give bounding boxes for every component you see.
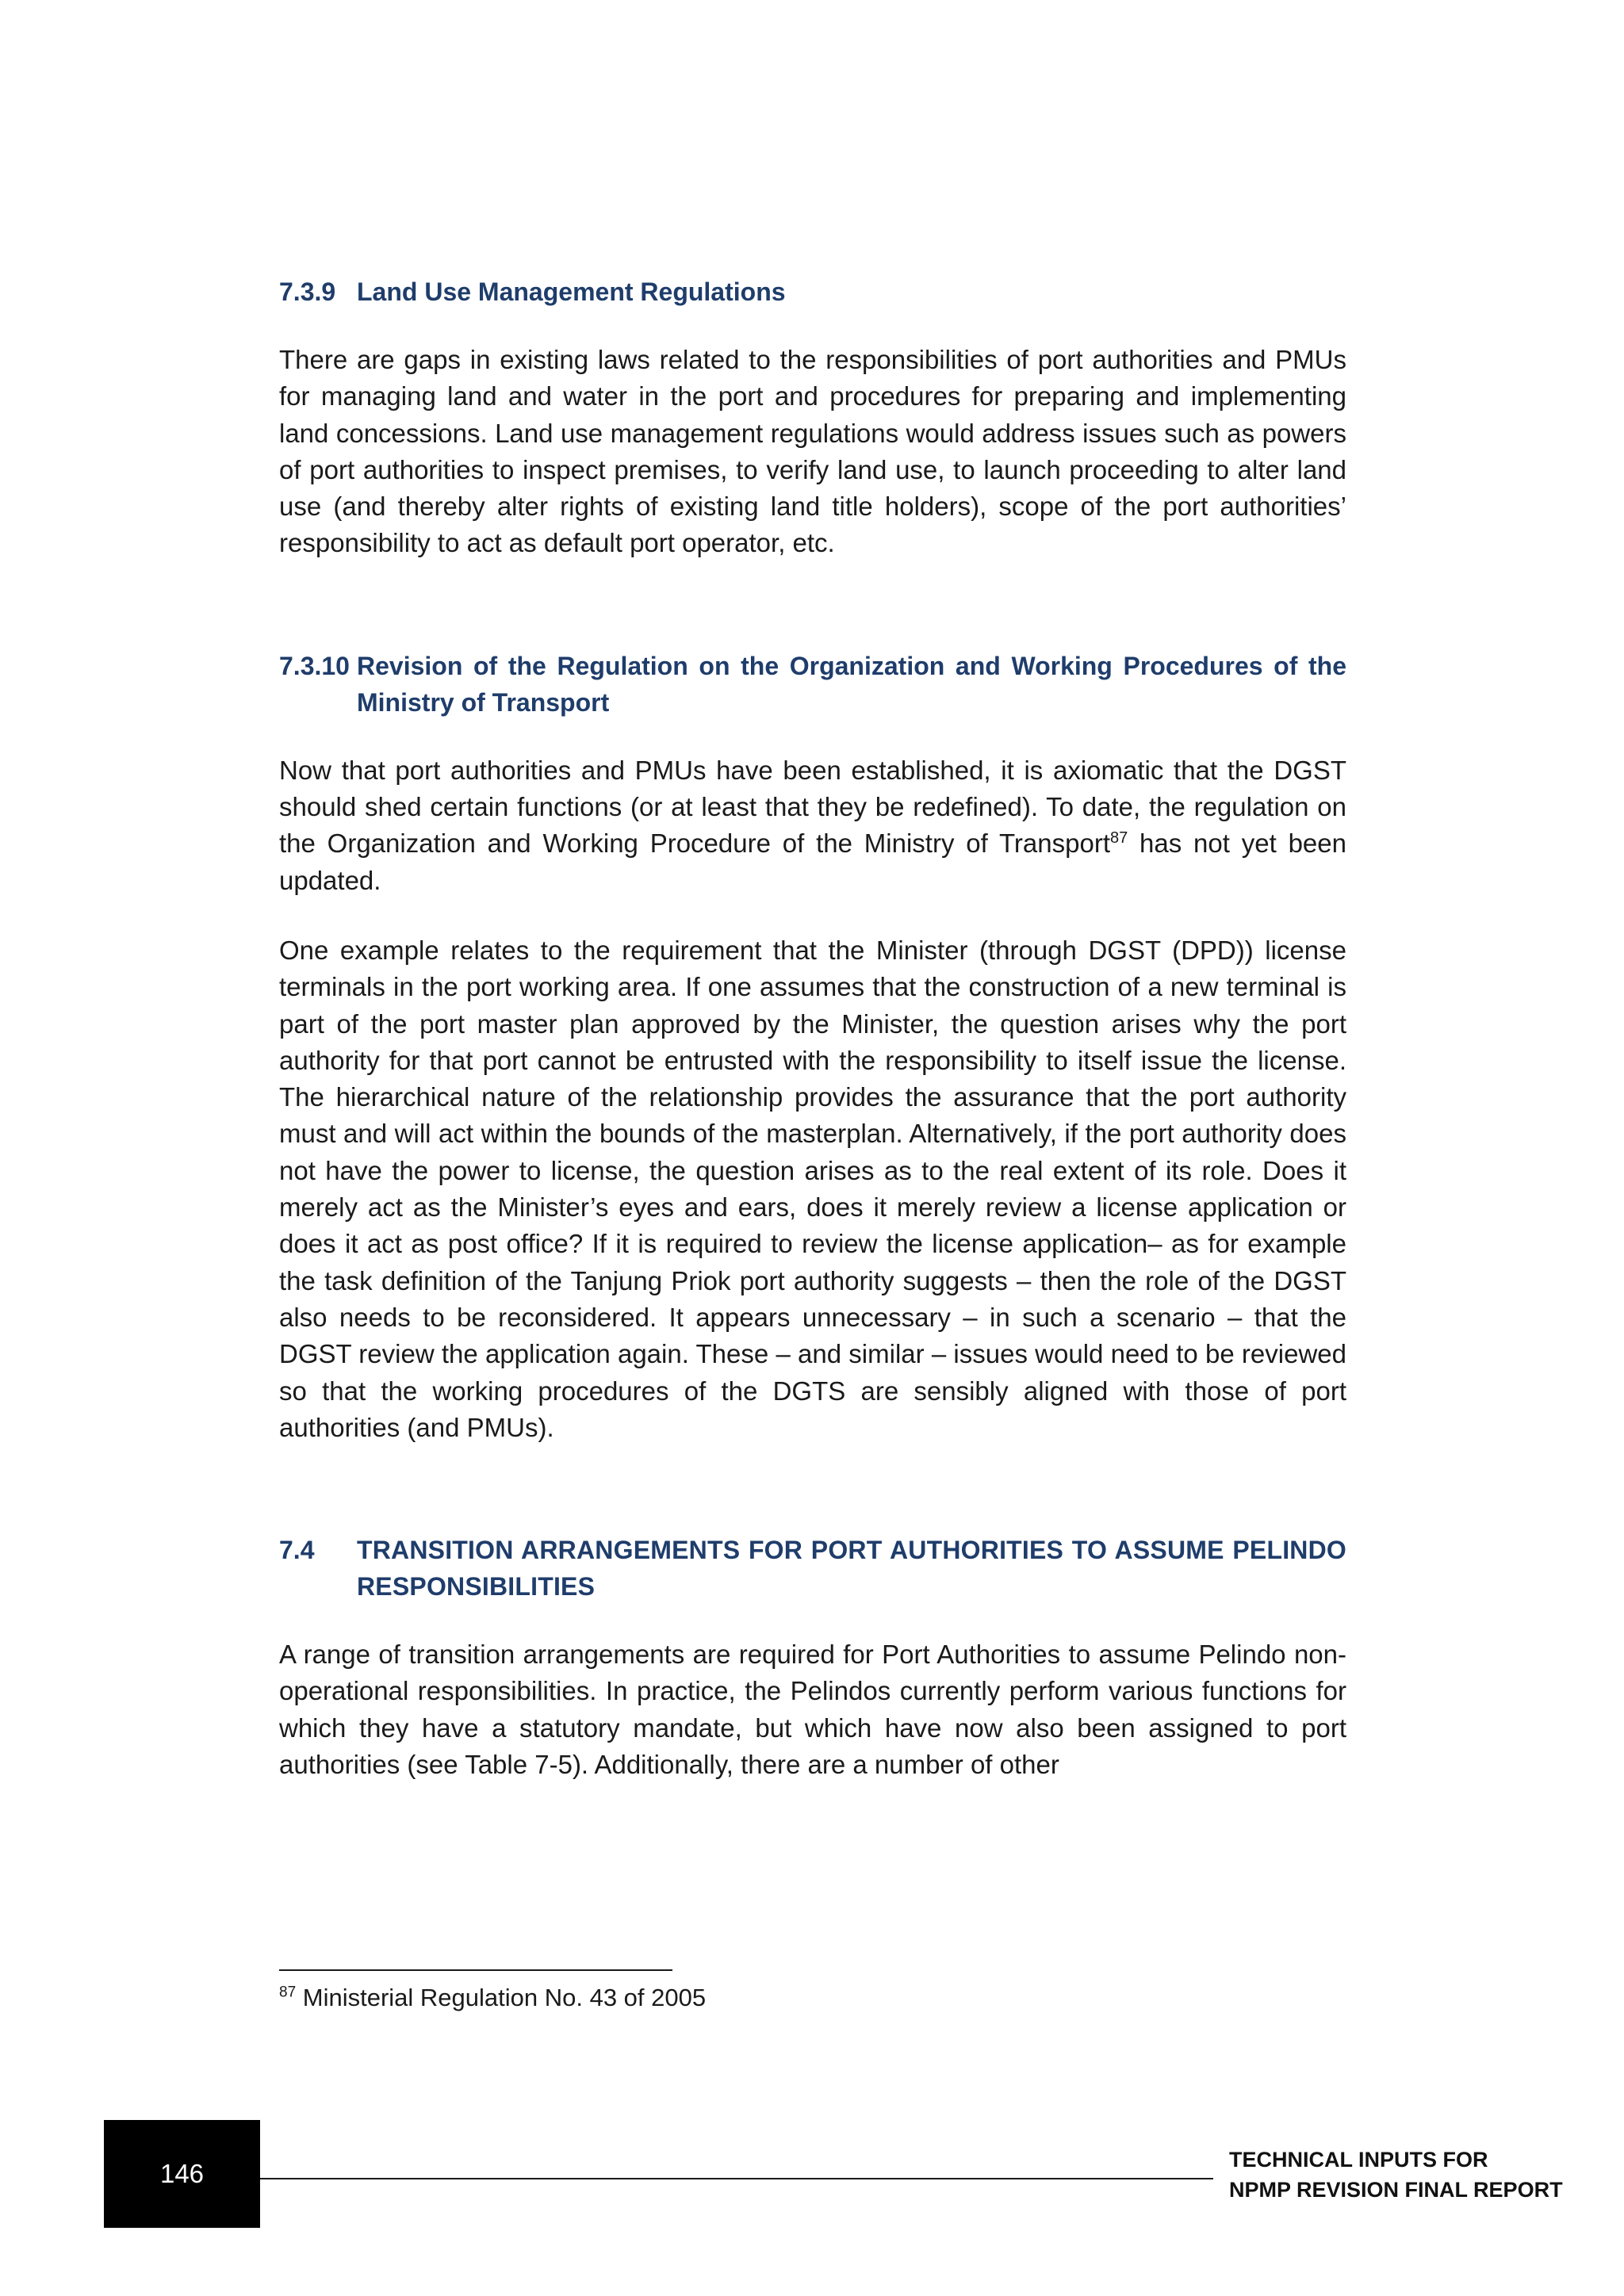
page-content	[279, 274, 1346, 1783]
report-title-line-1: TECHNICAL INPUTS FOR	[1229, 2148, 1488, 2172]
section-heading-7-3-10	[279, 648, 1346, 721]
footnote	[279, 1982, 706, 2014]
footnote-separator	[279, 1969, 672, 1971]
paragraph-text-continued: has not yet been updated.	[279, 828, 1346, 895]
footer-rule	[260, 2178, 1213, 2179]
body-paragraph: One example relates to the requirement that the Minister (through DGST (DPD)) license terminals in the port working area. If one assumes that the construction of a new terminal is part of the port master plan approved by the Minister, the question arises why the port authority for that port cannot be entrusted with the responsibility to itself issue the license. The hierarchical nature of the relationship provides the assurance that the port authority must and will act within the bounds of the masterplan. Alternatively, if the port authority does not have the power to license, the question arises as to the real extent of its role. Does it merely act as the Minister’s eyes and ears, does it merely review a license application or does it act as post office? If it is required to review the license application– as for example the task definition of the Tanjung Priok port authority suggests – then the role of the DGST also needs to be reconsidered. It appears unnecessary – in such a scenario – that the DGST review the application again. These – and similar – issues would need to be reviewed so that the working procedures of the DGTS are sensibly aligned with those of port authorities (and PMUs).	[279, 935, 1346, 1442]
page-number-box	[104, 2120, 260, 2228]
section-number: 7.4	[279, 1536, 315, 1565]
footnote-text: Ministerial Regulation No. 43 of 2005	[296, 1984, 707, 2011]
section-title: Revision of the Regulation on the Organization and Working Procedures of the Ministry of Transport	[357, 651, 1346, 717]
report-title-line-2: NPMP REVISION FINAL REPORT	[1229, 2178, 1563, 2202]
footnote-number: 87	[279, 1984, 297, 2001]
section-number: 7.3.10	[279, 651, 350, 680]
section-heading-7-3-9	[279, 274, 1346, 310]
page-number: 146	[159, 2159, 205, 2188]
body-paragraph: A range of transition arrangements are required for Port Authorities to assume Pelindo non-operational responsibilities. In practice, the Pelindos currently perform various functions for which they have a statutory mandate, but which have now also been assigned to port authorities (see Table 7-5). Additionally, there are a number of other	[279, 1640, 1346, 1780]
section-number: 7.3.9	[279, 277, 336, 306]
section-title: Land Use Management Regulations	[357, 277, 786, 306]
section-title: TRANSITION ARRANGEMENTS FOR PORT AUTHORITIES TO ASSUME PELINDO RESPONSIBILITIES	[357, 1536, 1346, 1601]
body-paragraph: There are gaps in existing laws related to the responsibilities of port authorities and PMUs for managing land and water in the port and procedures for preparing and implementing land concessions. Land use management regulations would address issues such as powers of port authorities to inspect premises, to verify land use, to launch proceeding to alter land use (and thereby alter rights of existing land title holders), scope of the port authorities’ responsibility to act as default port operator, etc.	[279, 345, 1346, 558]
footnote-reference[interactable]: 87	[1109, 829, 1128, 848]
report-title	[1229, 2145, 1563, 2205]
paragraph-text: Now that port authorities and PMUs have been established, it is axiomatic that the DGST should shed certain functions (or at least that they be redefined). To date, the regulation on the Organization and Working Procedure of the Ministry of Transport	[279, 755, 1346, 859]
section-heading-7-4	[279, 1532, 1346, 1605]
body-paragraph	[279, 752, 1346, 899]
